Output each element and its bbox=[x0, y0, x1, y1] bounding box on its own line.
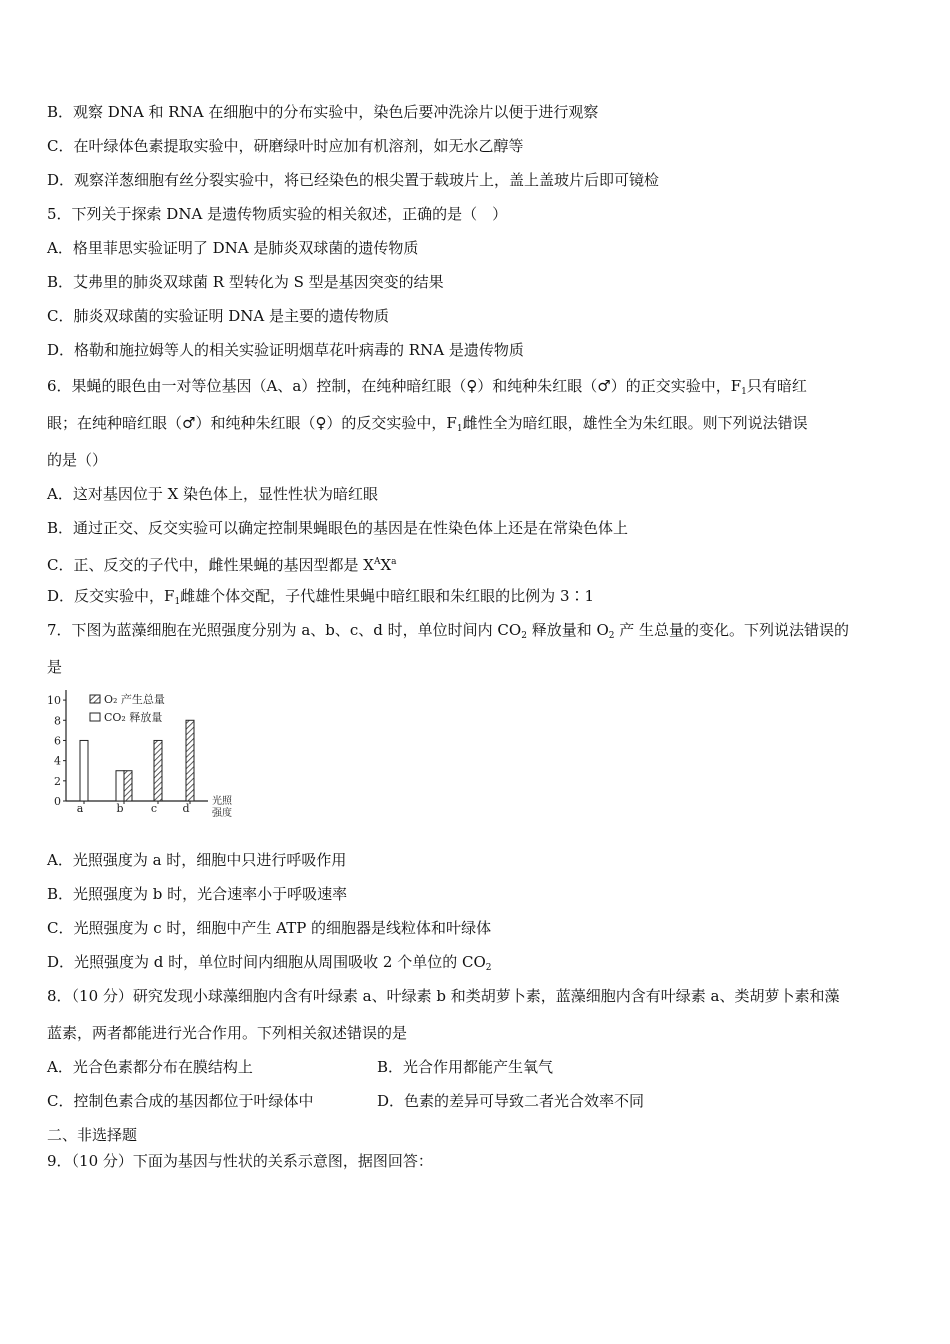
x-tick-label: c bbox=[150, 802, 158, 815]
q5-stem: 5．下列关于探索 DNA 是遗传物质实验的相关叙述，正确的是（ ） bbox=[47, 205, 508, 223]
x-tick-label: d bbox=[182, 802, 190, 815]
q6-sup: a bbox=[391, 557, 397, 567]
q7-text: 释放量和 O bbox=[526, 621, 609, 639]
q6-text: D．反交实验中，F bbox=[47, 587, 175, 605]
y-tick-label: 10 bbox=[47, 694, 61, 708]
q7-option-a: A．光照强度为 a 时，细胞中只进行呼吸作用 bbox=[47, 851, 347, 869]
q8-option-d: D．色素的差异可导致二者光合效率不同 bbox=[377, 1092, 645, 1110]
q6-text: 只有暗红 bbox=[746, 377, 807, 395]
q6-option-d bbox=[47, 586, 910, 612]
section-heading-nonchoice: 二、非选择题 bbox=[47, 1126, 138, 1144]
q6-text: 雌性全为暗红眼，雄性全为朱红眼。则下列说法错误 bbox=[462, 414, 808, 432]
legend-swatch-co2 bbox=[90, 713, 100, 721]
q6-sub: 1 bbox=[741, 387, 747, 397]
q6-stem-line3: 的是（） bbox=[47, 451, 108, 469]
bar-o2-d bbox=[186, 720, 194, 801]
q6-option-a: A．这对基因位于 X 染色体上，显性性状为暗红眼 bbox=[47, 485, 379, 503]
q5-option-b: B．艾弗里的肺炎双球菌 R 型转化为 S 型是基因突变的结果 bbox=[47, 273, 444, 291]
q7-option-c: C．光照强度为 c 时，细胞中产生 ATP 的细胞器是线粒体和叶绿体 bbox=[47, 919, 492, 937]
x-axis-label: 光照 bbox=[212, 796, 232, 807]
x-axis-label: 强度 bbox=[212, 808, 232, 819]
q9-stem: 9．（10 分）下面为基因与性状的关系示意图，据图回答： bbox=[47, 1152, 433, 1170]
q5-option-a: A．格里菲思实验证明了 DNA 是肺炎双球菌的遗传物质 bbox=[47, 239, 419, 257]
q7-text: D．光照强度为 d 时，单位时间内细胞从周围吸收 2 个单位的 CO bbox=[47, 953, 486, 971]
q6-text: 眼；在纯种暗红眼（♂）和纯种朱红眼（♀）的反交实验中，F bbox=[47, 414, 457, 432]
q5-option-c: C．肺炎双球菌的实验证明 DNA 是主要的遗传物质 bbox=[47, 307, 389, 325]
legend-label-o2: O₂ 产生总量 bbox=[104, 693, 165, 706]
bar-chart bbox=[40, 688, 240, 833]
x-tick-label: b bbox=[116, 802, 124, 815]
q6-text: 雌雄个体交配，子代雄性果蝇中暗红眼和朱红眼的比例为 3∶1 bbox=[180, 587, 595, 605]
bar-o2-c bbox=[154, 740, 162, 801]
q8-option-b: B．光合作用都能产生氧气 bbox=[377, 1058, 554, 1076]
bar-co2-a bbox=[80, 740, 88, 801]
q8-option-a: A．光合色素都分布在膜结构上 bbox=[47, 1058, 253, 1076]
y-tick-label: 2 bbox=[54, 774, 61, 788]
legend-label-co2: CO₂ 释放量 bbox=[104, 711, 163, 724]
q5-option-d: D．格勒和施拉姆等人的相关实验证明烟草花叶病毒的 RNA 是遗传物质 bbox=[47, 341, 524, 359]
q6-sup: A bbox=[373, 557, 381, 567]
q4-option-b: B．观察 DNA 和 RNA 在细胞中的分布实验中，染色后要冲洗涂片以便于进行观察 bbox=[47, 103, 599, 121]
q6-option-c bbox=[47, 552, 910, 575]
q7-sub: 2 bbox=[485, 963, 492, 973]
q7-option-d bbox=[47, 952, 910, 978]
y-tick-label: 6 bbox=[54, 734, 61, 748]
chart-legend bbox=[90, 692, 165, 724]
q7-sub: 2 bbox=[521, 631, 527, 641]
x-tick-label: a bbox=[76, 802, 84, 815]
q6-text: 6．果蝇的眼色由一对等位基因（A、a）控制，在纯种暗红眼（♀）和纯种朱红眼（♂）的正交实验中，F bbox=[47, 377, 742, 395]
q8-stem-line2: 蓝素，两者都能进行光合作用。下列相关叙述错误的是 bbox=[47, 1024, 408, 1042]
q8-option-c: C．控制色素合成的基因都位于叶绿体中 bbox=[47, 1092, 314, 1110]
q6-sub: 1 bbox=[456, 424, 463, 434]
y-tick-label: 0 bbox=[54, 795, 61, 808]
bar-co2-b bbox=[116, 771, 124, 801]
q6-text: X bbox=[380, 556, 392, 574]
legend-swatch-o2 bbox=[90, 695, 100, 703]
q6-stem-line1 bbox=[47, 376, 910, 402]
q7-option-b: B．光照强度为 b 时，光合速率小于呼吸速率 bbox=[47, 885, 348, 903]
q6-text: C．正、反交的子代中，雌性果蝇的基因型都是 X bbox=[47, 556, 374, 574]
y-tick-label: 4 bbox=[54, 754, 61, 768]
q7-text: 产 生总量的变化。下列说法错误的 bbox=[614, 621, 850, 639]
q7-stem-line2: 是 bbox=[47, 658, 63, 676]
q4-option-d: D．观察洋葱细胞有丝分裂实验中，将已经染色的根尖置于载玻片上，盖上盖玻片后即可镜检 bbox=[47, 171, 660, 189]
q6-sub: 1 bbox=[174, 597, 181, 607]
chart-bars bbox=[80, 720, 194, 801]
q7-text: 7．下图为蓝藻细胞在光照强度分别为 a、b、c、d 时，单位时间内 CO bbox=[47, 621, 522, 639]
q4-option-c: C．在叶绿体色素提取实验中，研磨绿叶时应加有机溶剂，如无水乙醇等 bbox=[47, 137, 524, 155]
q8-stem-line1: 8．（10 分）研究发现小球藻细胞内含有叶绿素 a、叶绿素 b 和类胡萝卜素，蓝藻细胞内含有叶绿素 a、类胡萝卜素和藻 bbox=[47, 987, 840, 1005]
chart-axes bbox=[47, 690, 233, 819]
q6-option-b: B．通过正交、反交实验可以确定控制果蝇眼色的基因是在性染色体上还是在常染色体上 bbox=[47, 519, 629, 537]
q6-stem-line2 bbox=[47, 413, 910, 439]
y-tick-label: 8 bbox=[54, 714, 61, 728]
bar-o2-b bbox=[124, 771, 132, 801]
q7-stem-line1 bbox=[47, 620, 910, 646]
q7-sub: 2 bbox=[608, 631, 615, 641]
